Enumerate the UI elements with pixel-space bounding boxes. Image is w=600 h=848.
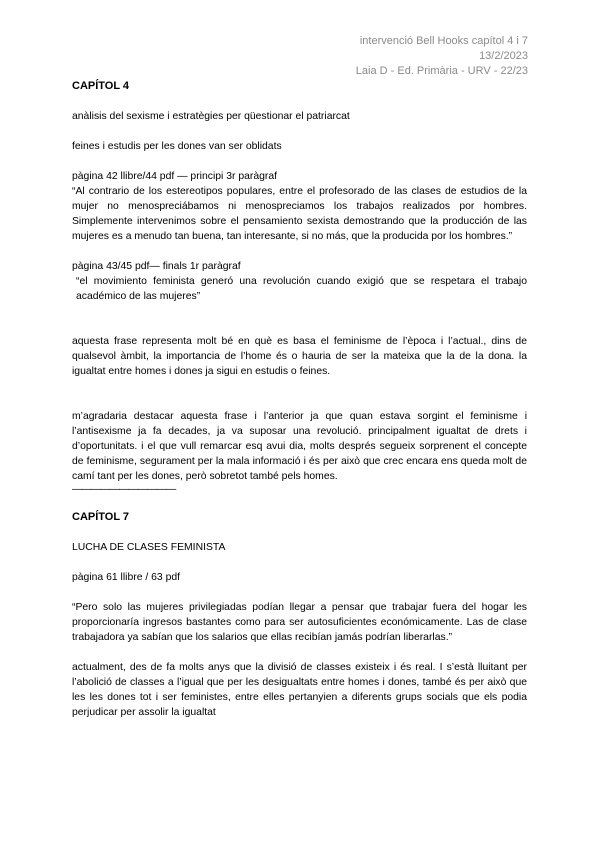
chapter-7-ref: pàgina 61 llibre / 63 pdf (72, 572, 181, 583)
header-title: intervenció Bell Hooks capítol 4 i 7 (359, 35, 528, 47)
section-divider: ——————————— (72, 484, 176, 495)
page-header (356, 34, 528, 79)
document-body (72, 79, 527, 720)
chapter-7-subtitle: LUCHA DE CLASES FEMINISTA (72, 542, 226, 553)
chapter-7-comment: actualment, des de fa molts anys que la divisió de classes existeix i és real. I s’està lluitant per l’abolició de classes a l’igual que per les desigualtats entre homes i dones, també és per això que les les dones tot i ser feministes, entre elles pertanyien a diferents grups socials que els podia perjudicar per assolir la igualtat (72, 662, 527, 718)
chapter-4-topic-2: feines i estudis per les dones van ser oblidats (72, 141, 282, 152)
chapter-4-comment-1: aquesta frase representa molt bé en què es basa el feminisme de l’època i l’actual., dins de qualsevol àmbit, la importancia de l’home és o hauria de ser la mateixa que la de la dona. la igualtat entre homes i dones ja sigui en estudis o feines. (72, 336, 527, 377)
chapter-4-ref-1: pàgina 42 llibre/44 pdf — principi 3r paràgraf (72, 171, 278, 182)
header-date: 13/2/2023 (479, 50, 528, 62)
chapter-4-quote-2: “el movimiento feminista generó una revolución cuando exigió que se respetara el trabajo académico de las mujeres” (76, 276, 527, 302)
chapter-7-title: CAPÍTOL 7 (72, 511, 130, 523)
chapter-4-ref-2: pàgina 43/45 pdf— finals 1r paràgraf (72, 261, 241, 272)
chapter-4-comment-2: m’agradaria destacar aquesta frase i l’anterior ja que quan estava sorgint el feminisme i l’antisexisme ja fa decades, ja va suposar una revolució. principalment igualtat de drets i d’oportunitats. i el que vull remarcar esq avui dia, molts després segueix sorprenent el concepte de feminisme, segurament per la mala informació i és per això que crec encara ens queda molt de camí tant per les dones, però sobretot també pels homes. (72, 411, 527, 482)
header-author: Laia D - Ed. Primària - URV - 22/23 (355, 65, 528, 77)
chapter-4-topic-1: anàlisis del sexisme i estratègies per qüestionar el patriarcat (72, 111, 350, 122)
chapter-4-quote-1: “Al contrario de los estereotipos populares, entre el profesorado de las clases de estudios de la mujer no menospreciábamos ni menospreciamos los trabajos realizados por hombres. Simplemente intervenimos sobre el pensamiento sexista demostrando que la producción de las mujeres es a menudo tan buena, tan interesante, si no más, que la producida por los hombres.” (72, 186, 527, 242)
chapter-7-quote: “Pero solo las mujeres privilegiadas podían llegar a pensar que trabajar fuera del hogar les proporcionaría ingresos bastantes como para ser autosuficientes económicamente. Las de clase trabajadora ya sabían que los salarios que ellas recibían jamás podrían liberarlas.” (72, 602, 527, 643)
chapter-4-title: CAPÍTOL 4 (72, 80, 130, 92)
